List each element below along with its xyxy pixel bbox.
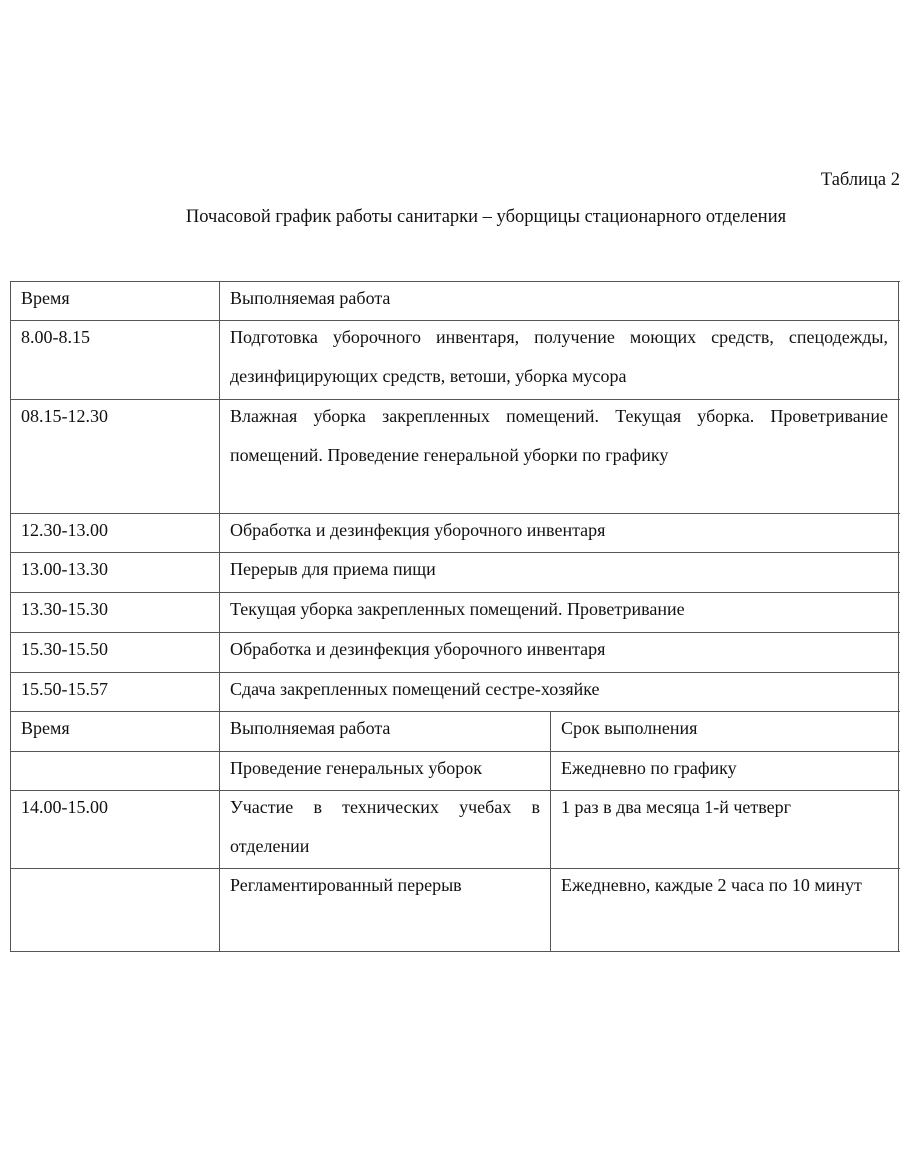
periodic-row xyxy=(10,751,900,790)
table-row xyxy=(10,399,900,513)
cell-work: Перерыв для приема пищи xyxy=(219,553,899,592)
cell-time: 13.30-15.30 xyxy=(10,593,219,632)
cell-time: 8.00-8.15 xyxy=(10,321,219,399)
cell-work: Обработка и дезинфекция уборочного инвентаря xyxy=(219,514,899,552)
cell-deadline: 1 раз в два месяца 1-й четверг xyxy=(550,791,899,868)
table-title: Почасовой график работы санитарки – уборщицы стационарного отделения xyxy=(185,207,787,227)
cell-time: 14.00-15.00 xyxy=(10,791,219,868)
cell-work: Подготовка уборочного инвентаря, получение моющих средств, спецодежды, дезинфицирующих средств, ветоши, уборка мусора xyxy=(219,321,899,399)
cell-work: Сдача закрепленных помещений сестре-хозяйке xyxy=(219,673,899,711)
periodic-row xyxy=(10,790,900,868)
cell-work: Проведение генеральных уборок xyxy=(219,752,550,790)
table-row xyxy=(10,672,900,711)
table-row xyxy=(10,592,900,632)
cell-time xyxy=(10,869,219,951)
table-row xyxy=(10,552,900,592)
table-row xyxy=(10,320,900,399)
cell-work: Влажная уборка закрепленных помещений. Текущая уборка. Проветривание помещений. Проведение генеральной уборки по графику xyxy=(219,400,899,513)
periodic-row xyxy=(10,868,900,952)
cell-time: 08.15-12.30 xyxy=(10,400,219,513)
table-row xyxy=(10,632,900,672)
cell-work: Участие в технических учебах в отделении xyxy=(219,791,550,868)
cell-time: 13.00-13.30 xyxy=(10,553,219,592)
cell-time: 15.30-15.50 xyxy=(10,633,219,672)
header-work: Выполняемая работа xyxy=(219,282,899,320)
cell-work: Текущая уборка закрепленных помещений. Проветривание xyxy=(219,593,899,632)
cell-time: 15.50-15.57 xyxy=(10,673,219,711)
header-deadline: Срок выполнения xyxy=(550,712,899,751)
cell-deadline: Ежедневно по графику xyxy=(550,752,899,790)
cell-time xyxy=(10,752,219,790)
cell-work: Регламентированный перерыв xyxy=(219,869,550,951)
cell-deadline: Ежедневно, каждые 2 часа по 10 минут xyxy=(550,869,899,951)
header-time: Время xyxy=(10,712,219,751)
schedule-table xyxy=(10,281,900,952)
table-row xyxy=(10,513,900,552)
cell-time: 12.30-13.00 xyxy=(10,514,219,552)
header-time: Время xyxy=(10,282,219,320)
periodic-header-row xyxy=(10,711,900,751)
table-label: Таблица 2 xyxy=(820,170,900,190)
header-work: Выполняемая работа xyxy=(219,712,550,751)
cell-work: Обработка и дезинфекция уборочного инвентаря xyxy=(219,633,899,672)
table-header-row xyxy=(10,281,900,320)
